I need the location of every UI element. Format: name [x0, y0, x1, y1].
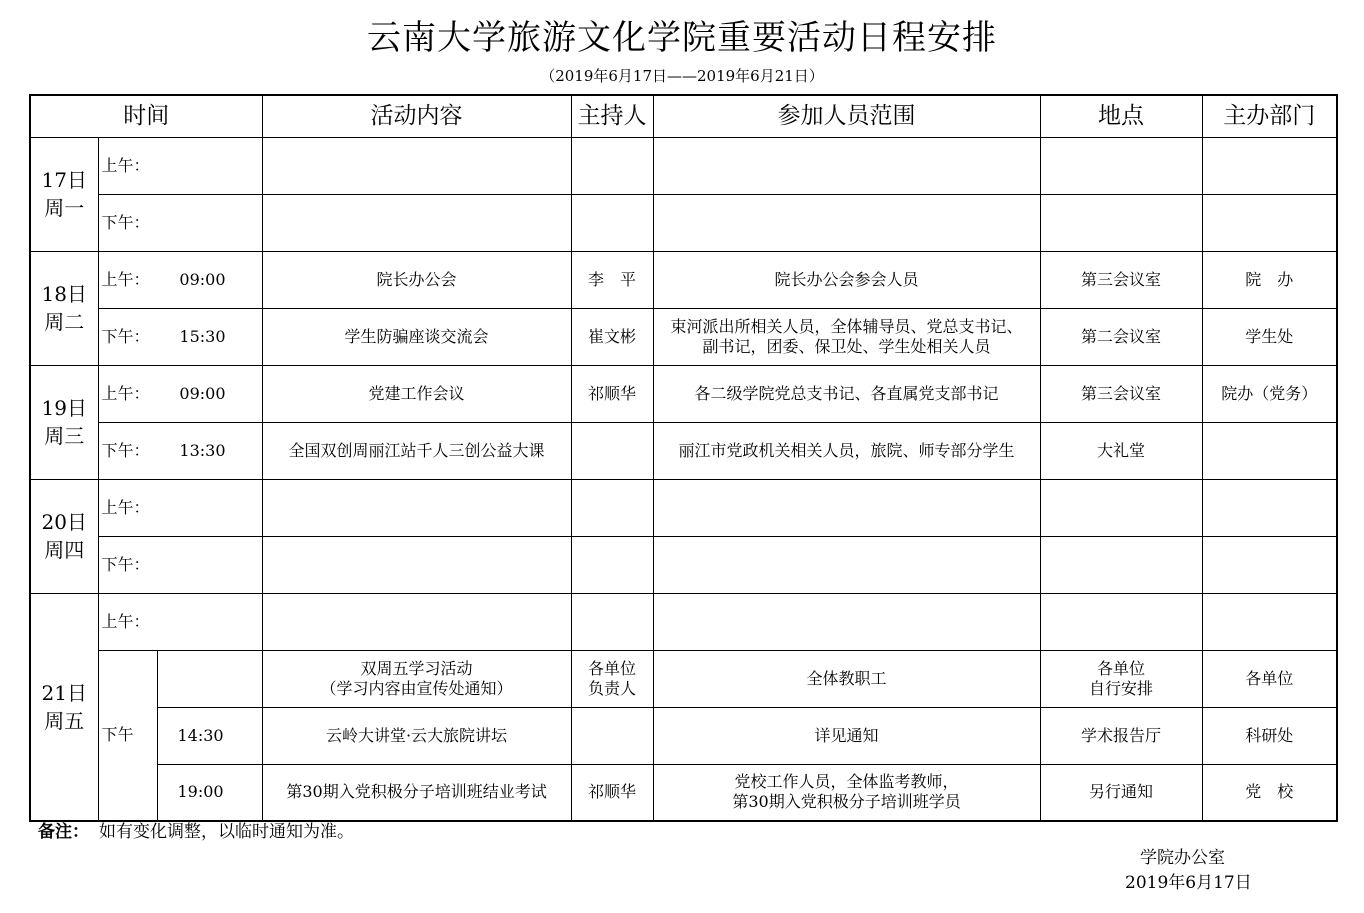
activity-host [571, 194, 653, 251]
period-label: 上午： [101, 155, 150, 175]
location-line: 自行安排 [1089, 678, 1154, 698]
content-line: 双周五学习活动 [360, 658, 473, 678]
period-label: 上午： [101, 611, 150, 631]
activity-time: 13:30 [179, 440, 226, 460]
activity-organizer: 院办（党务） [1202, 365, 1337, 422]
activity-location [1040, 194, 1202, 251]
issuer-office: 学院办公室 [1140, 848, 1225, 868]
table-row [30, 593, 1337, 650]
header-participants: 参加人员范围 [653, 95, 1040, 137]
activity-time: 09:00 [179, 383, 226, 403]
host-line: 各单位 [588, 658, 637, 678]
activity-host: 祁顺华 [571, 365, 653, 422]
activity-organizer [1202, 593, 1337, 650]
activity-host [571, 650, 653, 707]
table-row [30, 707, 1337, 764]
activity-content [262, 593, 571, 650]
table-row [30, 650, 1337, 707]
period-label: 上午： [101, 269, 150, 289]
remark-text: 如有变化调整，以临时通知为准。 [99, 822, 354, 842]
activity-participants: 各二级学院党总支书记、各直属党支部书记 [653, 365, 1040, 422]
day-date: 17日 [41, 168, 87, 192]
period-cell [98, 479, 262, 536]
activity-location [1040, 593, 1202, 650]
activity-participants [653, 194, 1040, 251]
period-cell [98, 137, 262, 194]
header-location: 地点 [1040, 95, 1202, 137]
activity-participants [653, 308, 1040, 365]
day-cell [30, 593, 98, 821]
period-cell [98, 308, 262, 365]
activity-organizer: 学生处 [1202, 308, 1337, 365]
activity-host [571, 137, 653, 194]
activity-host: 祁顺华 [571, 764, 653, 821]
activity-content: 院长办公会 [262, 251, 571, 308]
activity-content: 全国双创周丽江站千人三创公益大课 [262, 422, 571, 479]
header-host: 主持人 [571, 95, 653, 137]
activity-host [571, 707, 653, 764]
activity-organizer: 科研处 [1202, 707, 1337, 764]
activity-location [1040, 650, 1202, 707]
period-label: 上午： [101, 497, 150, 517]
activity-location: 第二会议室 [1040, 308, 1202, 365]
activity-content: 云岭大讲堂·云大旅院讲坛 [262, 707, 571, 764]
participants-line: 第30期入党积极分子培训班学员 [732, 792, 961, 812]
period-label: 下午 [98, 650, 157, 821]
table-row [30, 194, 1337, 251]
activity-participants: 丽江市党政机关相关人员，旅院、师专部分学生 [653, 422, 1040, 479]
header-organizer: 主办部门 [1202, 95, 1337, 137]
activity-participants [653, 137, 1040, 194]
period-cell [98, 251, 262, 308]
table-row [30, 365, 1337, 422]
day-date: 21日 [41, 680, 87, 705]
activity-time: 09:00 [179, 269, 226, 289]
header-content: 活动内容 [262, 95, 571, 137]
activity-participants: 院长办公会参会人员 [653, 251, 1040, 308]
period-label: 下午： [101, 326, 150, 346]
activity-content [262, 137, 571, 194]
table-row [30, 308, 1337, 365]
remark-label: 备注： [38, 822, 89, 842]
activity-content [262, 650, 571, 707]
period-label: 下午： [101, 212, 150, 232]
activity-time [157, 650, 262, 707]
activity-organizer: 党 校 [1202, 764, 1337, 821]
day-date: 18日 [41, 282, 87, 306]
table-row [30, 422, 1337, 479]
activity-host: 李 平 [571, 251, 653, 308]
table-row [30, 251, 1337, 308]
day-cell [30, 365, 98, 479]
activity-content [262, 194, 571, 251]
activity-participants: 全体教职工 [653, 650, 1040, 707]
activity-location: 学术报告厅 [1040, 707, 1202, 764]
activity-participants [653, 479, 1040, 536]
participants-line: 束河派出所相关人员，全体辅导员、党总支书记、 [670, 316, 1023, 336]
activity-content: 学生防骗座谈交流会 [262, 308, 571, 365]
day-date: 19日 [41, 396, 87, 420]
period-label: 下午： [101, 440, 150, 460]
table-row [30, 536, 1337, 593]
day-weekday: 周四 [44, 538, 85, 562]
day-cell [30, 479, 98, 593]
header-row [30, 95, 1337, 137]
activity-content: 第30期入党积极分子培训班结业考试 [262, 764, 571, 821]
table-row [30, 137, 1337, 194]
activity-organizer: 院 办 [1202, 251, 1337, 308]
day-cell [30, 251, 98, 365]
activity-participants [653, 536, 1040, 593]
remark [38, 820, 354, 844]
header-time: 时间 [30, 95, 262, 137]
activity-organizer [1202, 194, 1337, 251]
host-line: 负责人 [588, 678, 637, 698]
activity-time: 19:00 [157, 764, 262, 821]
period-cell [98, 536, 262, 593]
period-label: 下午： [101, 554, 150, 574]
period-cell [98, 593, 262, 650]
table-row [30, 479, 1337, 536]
location-line: 各单位 [1097, 658, 1146, 678]
activity-location [1040, 479, 1202, 536]
issue-date: 2019年6月17日 [1125, 873, 1252, 893]
activity-location: 第三会议室 [1040, 251, 1202, 308]
activity-participants [653, 764, 1040, 821]
period-cell [98, 422, 262, 479]
day-weekday: 周一 [44, 196, 85, 220]
activity-organizer [1202, 422, 1337, 479]
period-label: 上午： [101, 383, 150, 403]
activity-host [571, 593, 653, 650]
activity-host [571, 422, 653, 479]
activity-organizer [1202, 479, 1337, 536]
day-date: 20日 [41, 510, 87, 534]
activity-location [1040, 536, 1202, 593]
activity-organizer [1202, 536, 1337, 593]
participants-line: 副书记，团委、保卫处、学生处相关人员 [702, 336, 991, 356]
activity-host [571, 536, 653, 593]
activity-participants: 详见通知 [653, 707, 1040, 764]
participants-line: 党校工作人员，全体监考教师， [734, 772, 959, 792]
activity-participants [653, 593, 1040, 650]
period-cell [98, 194, 262, 251]
activity-host [571, 479, 653, 536]
schedule-table [29, 94, 1338, 822]
activity-location: 大礼堂 [1040, 422, 1202, 479]
day-cell [30, 137, 98, 251]
activity-host: 崔文彬 [571, 308, 653, 365]
content-line: （学习内容由宣传处通知） [320, 678, 513, 698]
page-title: 云南大学旅游文化学院重要活动日程安排 [367, 18, 997, 58]
day-weekday: 周五 [44, 708, 85, 733]
activity-content [262, 536, 571, 593]
period-cell [98, 365, 262, 422]
table-row [30, 764, 1337, 821]
date-range-subtitle: （2019年6月17日——2019年6月21日） [540, 67, 824, 85]
activity-location [1040, 137, 1202, 194]
activity-content: 党建工作会议 [262, 365, 571, 422]
activity-organizer [1202, 137, 1337, 194]
day-weekday: 周三 [44, 424, 85, 448]
day-weekday: 周二 [44, 310, 85, 334]
activity-content [262, 479, 571, 536]
activity-time: 15:30 [179, 326, 226, 346]
activity-organizer: 各单位 [1202, 650, 1337, 707]
activity-location: 第三会议室 [1040, 365, 1202, 422]
activity-location: 另行通知 [1040, 764, 1202, 821]
activity-time: 14:30 [157, 707, 262, 764]
